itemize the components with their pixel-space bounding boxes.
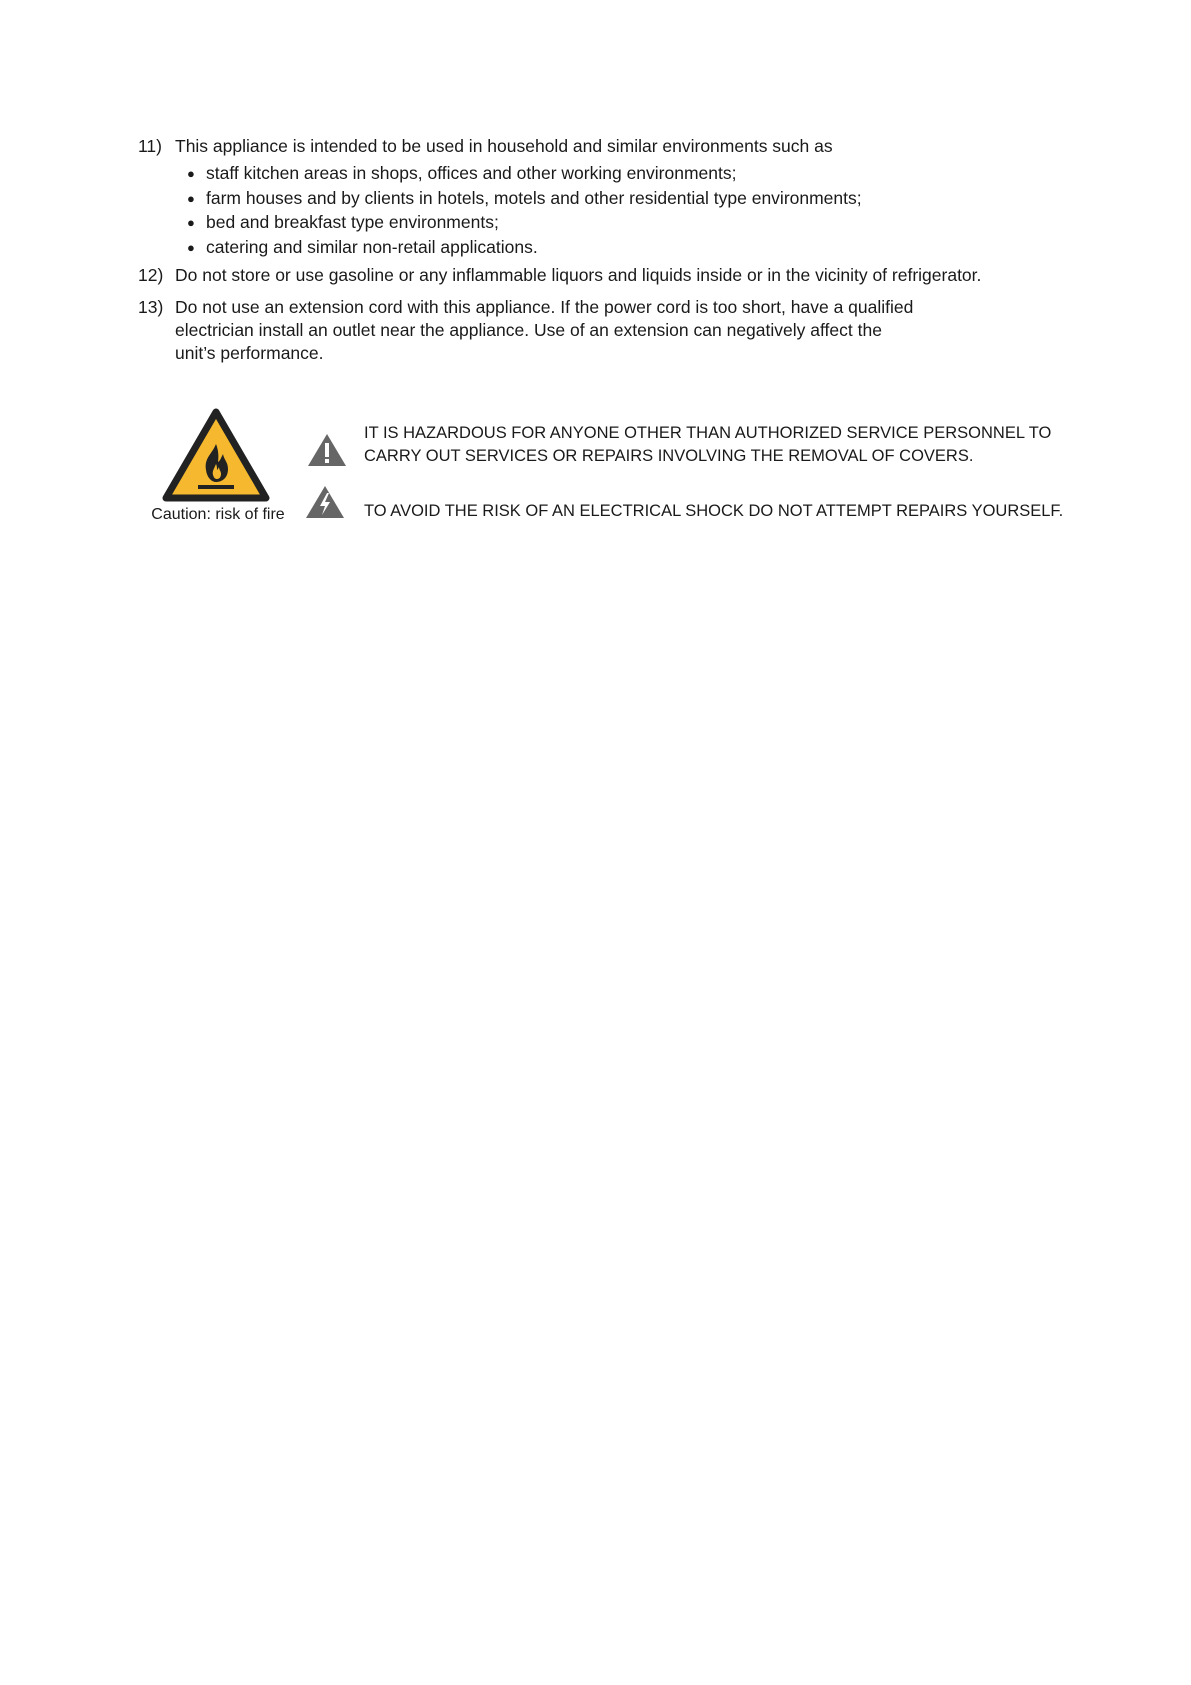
- item-text: Do not store or use gasoline or any inflammable liquors and liquids inside or in the vicinity of refrigerator.: [175, 265, 982, 285]
- item-number: 13): [138, 297, 164, 317]
- item-text: This appliance is intended to be used in household and similar environments such as: [175, 136, 833, 156]
- list-item-text: catering and similar non-retail applications.: [206, 237, 538, 257]
- general-warning-text: [364, 422, 1051, 468]
- list-item-text: bed and breakfast type environments;: [206, 212, 499, 232]
- fire-hazard-icon: [162, 408, 270, 502]
- fire-caption: Caution: risk of fire: [151, 506, 285, 523]
- item-text-line: electrician install an outlet near the appliance. Use of an extension can negatively affect the: [175, 320, 882, 340]
- exclamation-warning-icon: [307, 433, 347, 467]
- item-text-line: unit’s performance.: [175, 343, 324, 363]
- list-item-text: staff kitchen areas in shops, offices and other working environments;: [206, 163, 737, 183]
- electric-shock-warning-icon: [305, 485, 345, 519]
- environment-list: [188, 161, 862, 260]
- bullet-icon: ●: [187, 240, 195, 255]
- bullet-icon: ●: [187, 191, 195, 206]
- list-item: [188, 235, 862, 260]
- item-number: 12): [138, 265, 164, 285]
- list-item-text: farm houses and by clients in hotels, motels and other residential type environments;: [206, 188, 862, 208]
- bullet-icon: ●: [187, 215, 195, 230]
- warning-line: IT IS HAZARDOUS FOR ANYONE OTHER THAN AUTHORIZED SERVICE PERSONNEL TO: [364, 424, 1052, 442]
- list-item: [188, 161, 862, 186]
- item-text-line: Do not use an extension cord with this appliance. If the power cord is too short, have a qualified: [175, 297, 914, 317]
- warning-line: CARRY OUT SERVICES OR REPAIRS INVOLVING THE REMOVAL OF COVERS.: [364, 447, 974, 465]
- bullet-icon: ●: [187, 166, 195, 181]
- shock-warning-text: TO AVOID THE RISK OF AN ELECTRICAL SHOCK DO NOT ATTEMPT REPAIRS YOURSELF.: [364, 502, 1064, 520]
- item-number: 11): [138, 136, 162, 156]
- list-item: [188, 210, 862, 235]
- item-text: [175, 296, 913, 365]
- list-item: [188, 186, 862, 210]
